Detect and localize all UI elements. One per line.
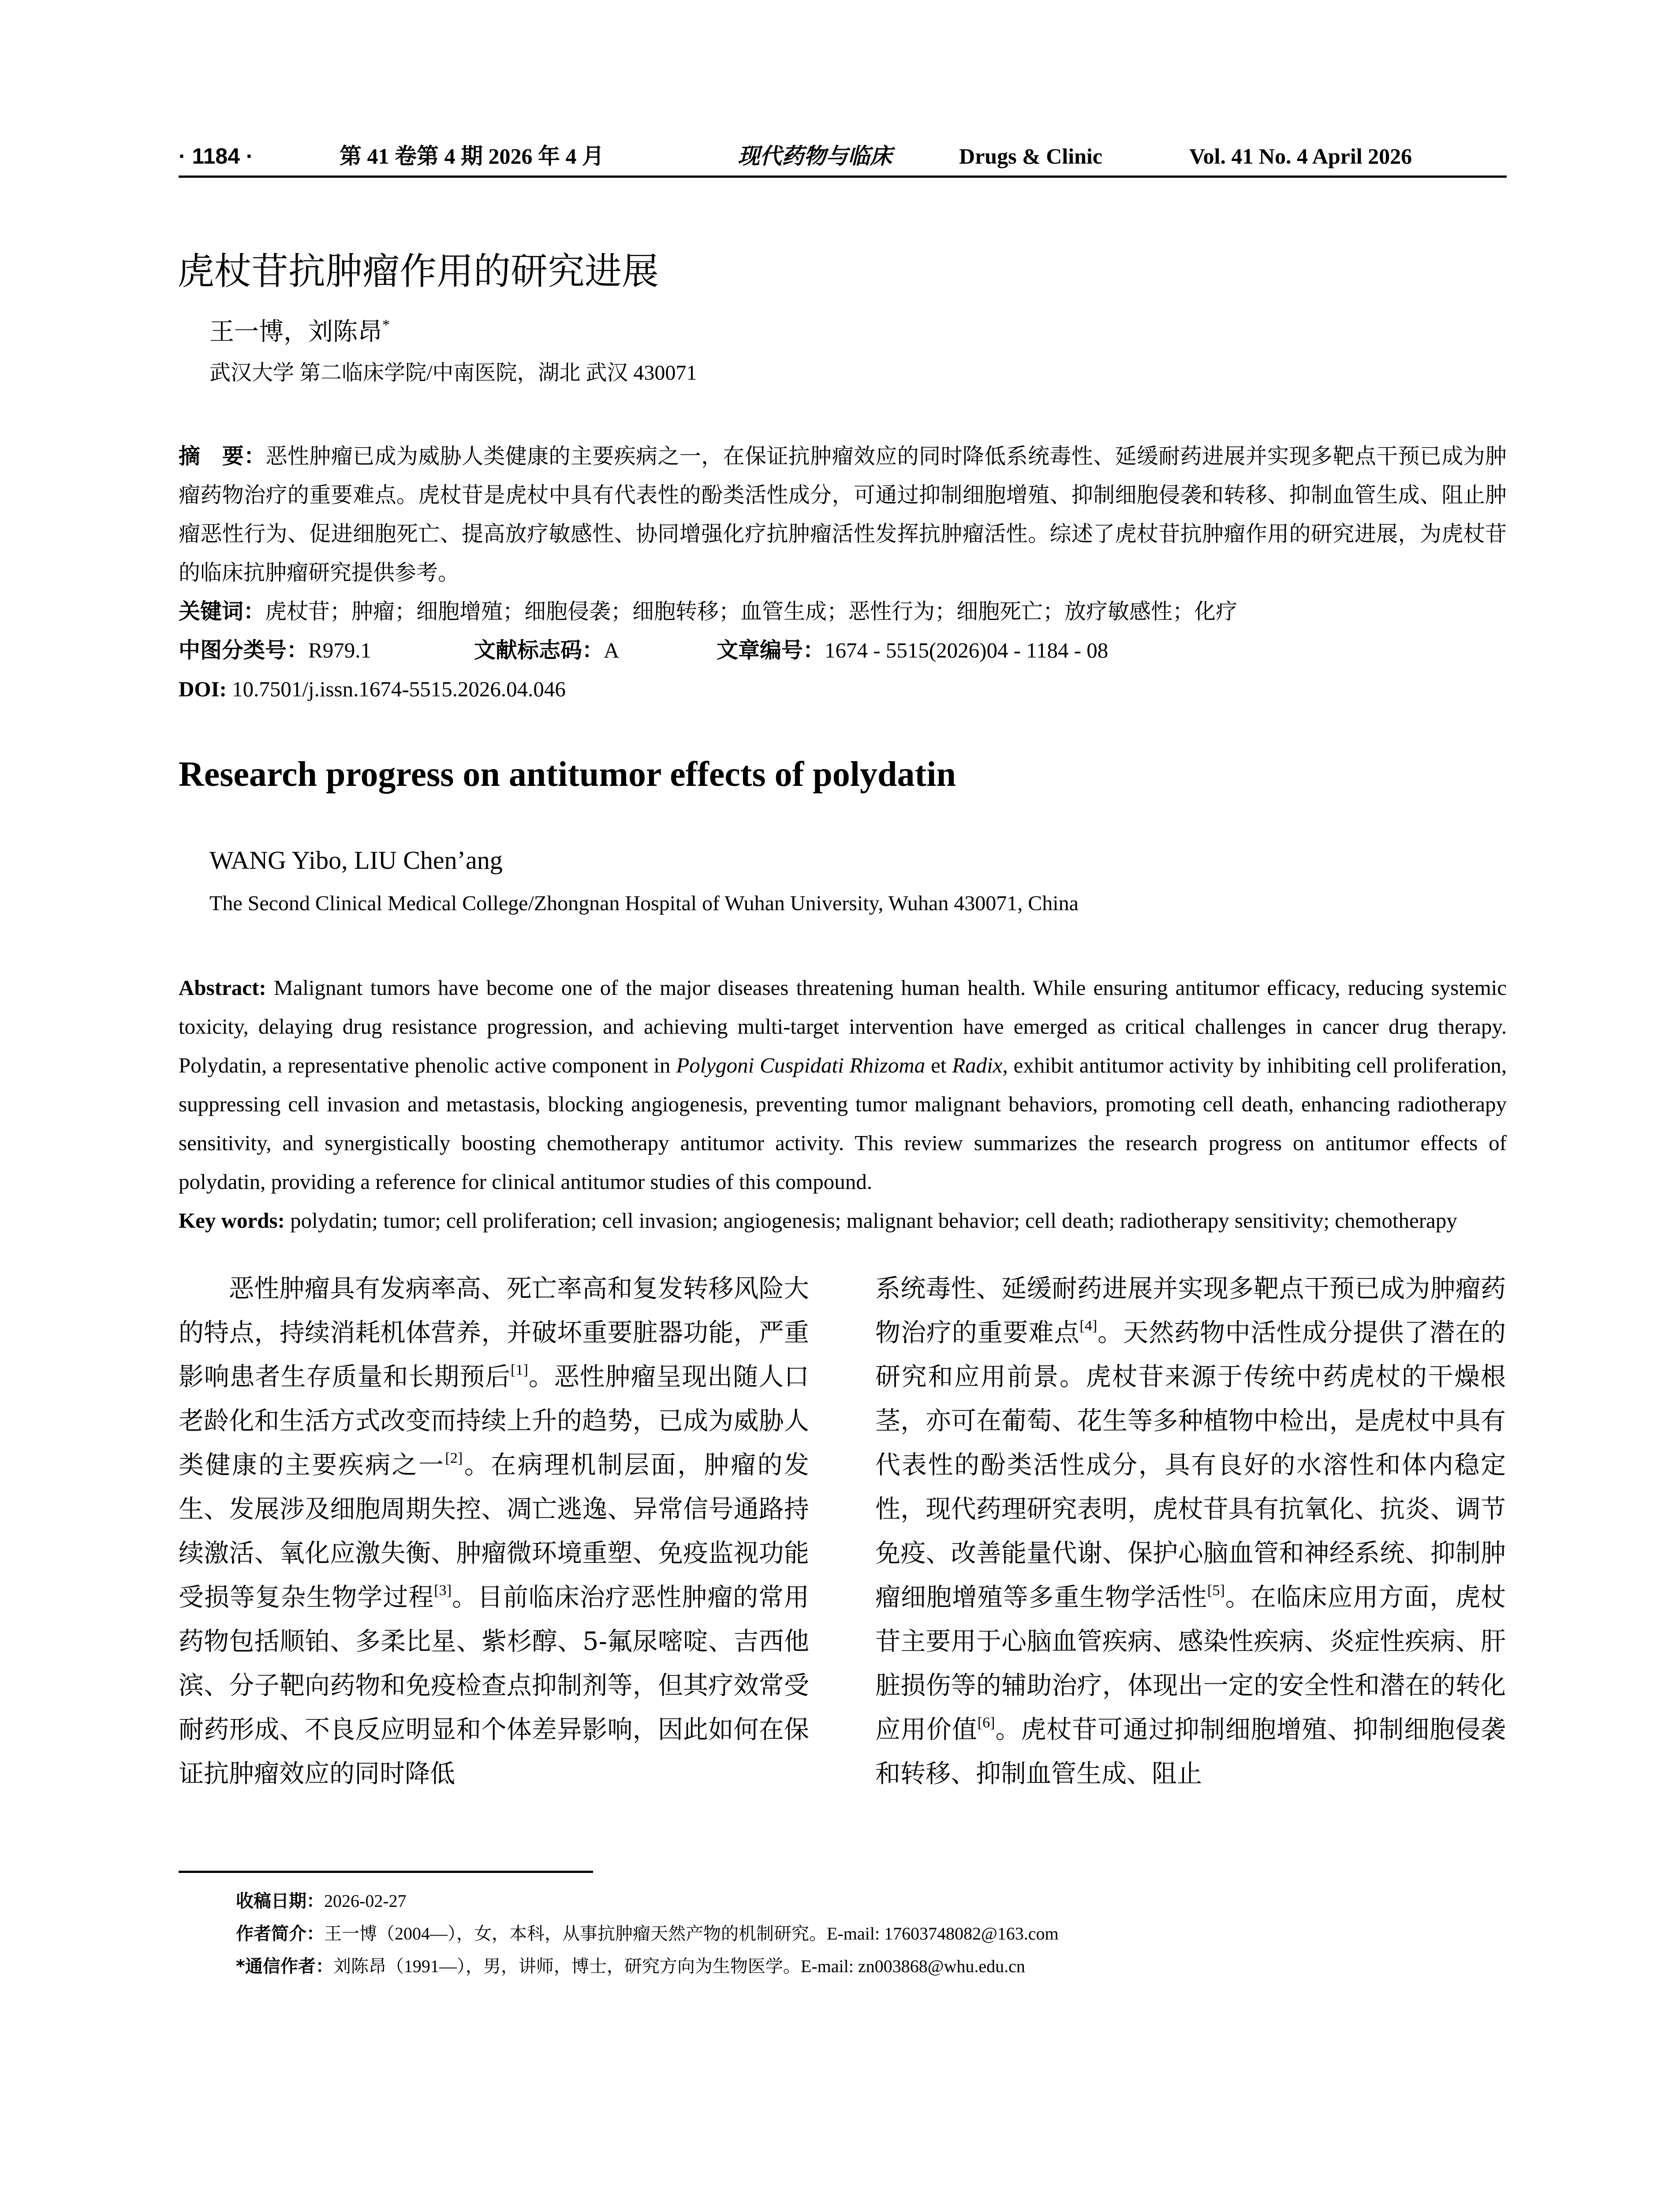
- keywords-text-en: polydatin; tumor; cell proliferation; cell invasion; angiogenesis; malignant behavior; cell death; radiotherapy sensitivity; chemotherapy: [290, 1208, 1457, 1233]
- journal-name-cn: 现代药物与临床: [738, 144, 892, 168]
- abstract-text-en-2: , exhibit antitumor activity by inhibiting cell proliferation, suppressing cell invasion and metastasis, blocking angiogenesis, preventing tumor malignant behaviors, promoting cell death, enhancing radiotherapy sensitivity, and synergistically boosting chemotherapy antitumor activity. This review summarizes the research progress on antitumor effects of polydatin, providing a reference for clinical antitumor studies of this compound.: [179, 1053, 1507, 1194]
- article-no-label: 文章编号：: [717, 638, 825, 663]
- abstract-latin-name: Polygoni Cuspidati Rhizoma: [676, 1053, 926, 1077]
- article-number: [717, 631, 1108, 670]
- body-text: 。天然药物中活性成分提供了潜在的研究和应用前景。虎杖苷来源于传统中药虎杖的干燥根茎，亦可在葡萄、花生等多种植物中检出，是虎杖中具有代表性的酚类活性成分，具有良好的水溶性和体内稳定性，现代药理研究表明，虎杖苷具有抗氧化、抗炎、调节免疫、改善能量代谢、保护心脑血管和神经系统、抑制肿瘤细胞增殖等多重生物学活性: [875, 1318, 1506, 1612]
- abstract-en: [179, 968, 1507, 1201]
- keywords-label-cn: 关键词：: [179, 599, 265, 624]
- clc-number: [179, 631, 371, 670]
- issue-info-en: Vol. 41 No. 4 April 2026: [1189, 144, 1412, 168]
- body-column-left: [179, 1267, 809, 1796]
- author-names-cn: 王一博，刘陈昂: [209, 318, 382, 346]
- authors-en: WANG Yibo, LIU Chen’ang: [209, 846, 503, 875]
- running-header: [179, 140, 1507, 172]
- body-text: 恶性肿瘤具有发病率高、死亡率高和复发转移风险大的特点，持续消耗机体营养，并破坏重要脏器功能，严重影响患者生存质量和长期预后: [179, 1274, 809, 1391]
- citation-link[interactable]: [5]: [1207, 1582, 1225, 1599]
- abstract-et: et: [925, 1053, 952, 1077]
- affiliation-cn: 武汉大学 第二临床学院/中南医院，湖北 武汉 430071: [209, 361, 697, 385]
- footnote-divider: [179, 1871, 593, 1873]
- article-title-cn: 虎杖苷抗肿瘤作用的研究进展: [177, 250, 659, 293]
- article-no-value: 1674 - 5515(2026)04 - 1184 - 08: [825, 638, 1109, 662]
- abstract-cn: [179, 437, 1507, 592]
- keywords-en: [179, 1201, 1507, 1240]
- doc-code-label: 文献标志码：: [474, 638, 604, 663]
- keywords-text-cn: 虎杖苷；肿瘤；细胞增殖；细胞侵袭；细胞转移；血管生成；恶性行为；细胞死亡；放疗敏感性；化疗: [265, 599, 1238, 624]
- journal-name-en: Drugs & Clinic: [959, 144, 1102, 168]
- body-text: 。虎杖苷可通过抑制细胞增殖、抑制细胞侵袭和转移、抑制血管生成、阻止: [875, 1715, 1506, 1788]
- body-column-right: [875, 1267, 1506, 1796]
- footnote-received-date: [236, 1885, 1507, 1917]
- affiliation-en: The Second Clinical Medical College/Zhongnan Hospital of Wuhan University, Wuhan 430071, China: [209, 892, 1079, 915]
- body-text: 。恶性肿瘤呈现出随人口老龄化和生活方式改变而持续上升的趋势，已成为威胁人类健康的主要疾病之一: [179, 1362, 809, 1480]
- doc-code-value: A: [604, 638, 620, 662]
- document-code: [474, 631, 619, 670]
- footnote-corresponding-author: [236, 1950, 1507, 1983]
- corresponding-value: 刘陈昂（1991—），男，讲师，博士，研究方向为生物医学。E-mail: zn003868@whu.edu.cn: [333, 1956, 1025, 1976]
- page-number: · 1184 ·: [179, 144, 254, 168]
- abstract-text-en-1: Malignant tumors have become one of the major diseases threatening human health. While ensuring antitumor efficacy, reducing systemic toxicity, delaying drug resistance progression, and achieving multi-target intervention have emerged as critical challenges in cancer drug therapy. Polydatin, a representative phenolic active component in: [179, 975, 1507, 1077]
- citation-link[interactable]: [6]: [977, 1715, 995, 1731]
- citation-link[interactable]: [3]: [434, 1582, 452, 1599]
- body-text: 系统毒性、延缓耐药进展并实现多靶点干预已成为肿瘤药物治疗的重要难点: [875, 1274, 1506, 1347]
- footnote-author-bio: [236, 1917, 1507, 1950]
- body-text: 。在病理机制层面，肿瘤的发生、发展涉及细胞周期失控、凋亡逃逸、异常信号通路持续激活、氧化应激失衡、肿瘤微环境重塑、免疫监视功能受损等复杂生物学过程: [179, 1450, 810, 1612]
- body-columns: [179, 1267, 1507, 1831]
- article-title-en: Research progress on antitumor effects of polydatin: [179, 755, 956, 794]
- clc-label: 中图分类号：: [179, 638, 309, 663]
- clc-value: R979.1: [308, 638, 371, 662]
- author-bio-label: 作者简介：: [236, 1924, 324, 1944]
- issue-info-cn: 第 41 卷第 4 期 2026 年 4 月: [340, 144, 604, 168]
- keywords-label-en: Key words:: [179, 1208, 285, 1233]
- header-divider: [179, 176, 1507, 178]
- corresponding-label: *通信作者：: [236, 1956, 333, 1977]
- body-text: 。目前临床治疗恶性肿瘤的常用药物包括顺铂、多柔比星、紫杉醇、5-氟尿嘧啶、吉西他滨、分子靶向药物和免疫检查点抑制剂等，但其疗效常受耐药形成、不良反应明显和个体差异影响，因此如何在保证抗肿瘤效应的同时降低: [179, 1583, 809, 1788]
- body-text: 。在临床应用方面，虎杖苷主要用于心脑血管疾病、感染性疾病、炎症性疾病、肝脏损伤等的辅助治疗，体现出一定的安全性和潜在的转化应用价值: [875, 1583, 1506, 1744]
- doi-label: DOI:: [179, 677, 227, 701]
- page-content: [179, 140, 1507, 1983]
- citation-link[interactable]: [2]: [445, 1450, 463, 1467]
- classification-row: [179, 631, 1507, 670]
- authors-cn: [209, 314, 1507, 350]
- abstract-label-en: Abstract:: [179, 975, 266, 1000]
- corresponding-author-mark: *: [382, 317, 390, 333]
- received-label: 收稿日期：: [236, 1891, 324, 1911]
- keywords-cn: [179, 592, 1507, 631]
- abstract-latin-radix: Radix: [952, 1053, 1003, 1077]
- doi-line: [179, 670, 1507, 709]
- received-value: 2026-02-27: [324, 1891, 407, 1911]
- citation-link[interactable]: [4]: [1079, 1318, 1098, 1334]
- author-bio-value: 王一博（2004—），女，本科，从事抗肿瘤天然产物的机制研究。E-mail: 17603748082@163.com: [324, 1924, 1059, 1943]
- citation-link[interactable]: [1]: [510, 1362, 528, 1379]
- abstract-text-cn: 恶性肿瘤已成为威胁人类健康的主要疾病之一，在保证抗肿瘤效应的同时降低系统毒性、延缓耐药进展并实现多靶点干预已成为肿瘤药物治疗的重要难点。虎杖苷是虎杖中具有代表性的酚类活性成分，可通过抑制细胞增殖、抑制细胞侵袭和转移、抑制血管生成、阻止肿瘤恶性行为、促进细胞死亡、提高放疗敏感性、协同增强化疗抗肿瘤活性发挥抗肿瘤活性。综述了虎杖苷抗肿瘤作用的研究进展，为虎杖苷的临床抗肿瘤研究提供参考。: [179, 444, 1507, 585]
- doi-link[interactable]: 10.7501/j.issn.1674-5515.2026.04.046: [232, 677, 566, 701]
- abstract-label-cn: 摘 要：: [179, 444, 266, 469]
